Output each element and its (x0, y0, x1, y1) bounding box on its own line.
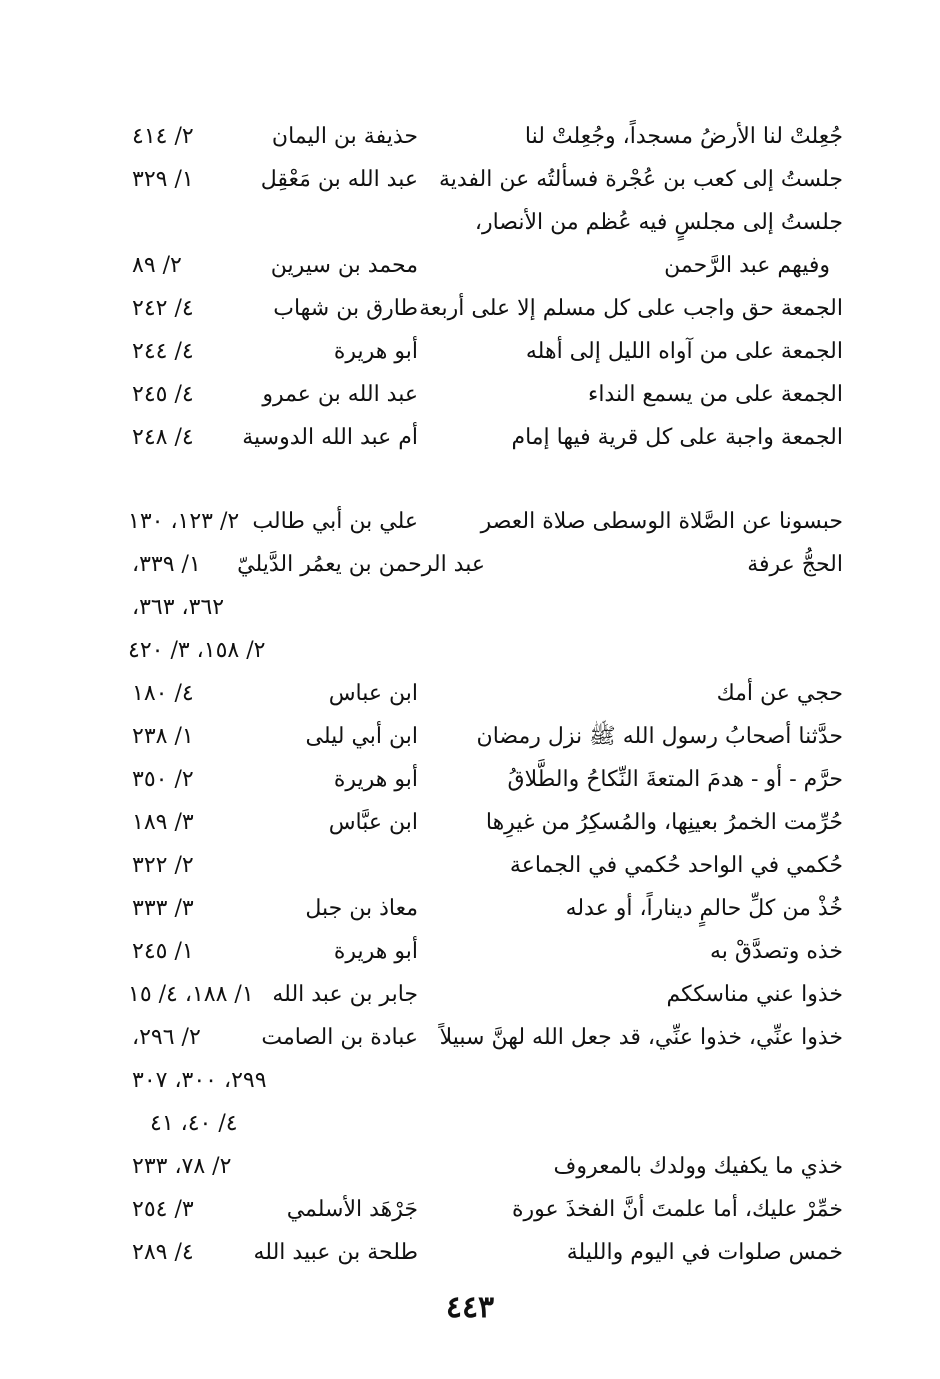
narrator-name: عبادة بن الصامت (261, 1025, 418, 1050)
index-entry (0, 203, 940, 243)
index-entry (0, 545, 940, 585)
volume-page-ref: ٢/ ٤١٤ (132, 124, 194, 149)
hadith-text: خذوا عني مناسككم (666, 982, 843, 1007)
hadith-text: الجمعة على من يسمع النداء (587, 382, 843, 407)
volume-page-ref: ٢/ ١٢٣، ١٣٠ (128, 509, 240, 534)
page-number: ٤٤٣ (445, 1290, 495, 1325)
index-entry (0, 846, 940, 886)
narrator-name: علي بن أبي طالب (252, 509, 418, 534)
hadith-text: الجمعة حق واجب على كل مسلم إلا على أربعة (419, 296, 843, 321)
narrator-name: جَرْهَد الأسلمي (286, 1197, 418, 1222)
narrator-name: ابن عبَّاس (328, 810, 418, 835)
index-entry (0, 289, 940, 329)
volume-page-ref: ٤/ ٤٠، ٤١ (150, 1111, 238, 1136)
hadith-text: خذوا عنِّي، خذوا عنِّي، قد جعل الله لهنَّ سبيلاً (439, 1025, 843, 1050)
hadith-text: حُرِّمت الخمرُ بعينِها، والمُسكِرُ من غيرِها (485, 810, 843, 835)
index-entry (0, 889, 940, 929)
narrator-name: عبد الله بن عمرو (262, 382, 418, 407)
index-entry (0, 975, 940, 1015)
volume-page-ref: ١/ ٣٣٩، (132, 552, 201, 577)
index-entry (0, 1233, 940, 1273)
hadith-text: حرَّم - أو - هدمَ المتعةَ النِّكاحُ والطَّلاقُ (507, 767, 843, 792)
narrator-name: ابن عباس (328, 681, 418, 706)
narrator-name: معاذ بن جبل (305, 896, 418, 921)
volume-page-ref: ٣/ ٢٥٤ (132, 1197, 194, 1222)
index-entry (0, 332, 940, 372)
narrator-name: أبو هريرة (333, 767, 418, 792)
hadith-text: الجمعة على من آواه الليل إلى أهله (525, 339, 843, 364)
volume-page-ref: ٢/ ٨٩ (132, 253, 182, 278)
index-entry (0, 1147, 940, 1187)
volume-page-ref: ٢/ ٧٨، ٢٣٣ (132, 1154, 232, 1179)
narrator-name: طلحة بن عبيد الله (253, 1240, 418, 1265)
hadith-text: جلستُ إلى كعب بن عُجْرة فسألتُه عن الفدية (438, 167, 843, 192)
volume-page-ref: ٢٩٩، ٣٠٠، ٣٠٧ (132, 1068, 267, 1093)
narrator-name: محمد بن سيرين (270, 253, 418, 278)
hadith-text: وفيهم عبد الرَّحمن (664, 253, 830, 278)
index-entry (0, 674, 940, 714)
hadith-text: الحجُّ عرفة (747, 552, 843, 577)
volume-page-ref: ٤/ ٢٤٨ (132, 425, 194, 450)
volume-page-ref: ٢/ ٣٢٢ (132, 853, 194, 878)
volume-page-ref: ٣/ ٣٣٣ (132, 896, 194, 921)
index-entry (0, 502, 940, 542)
index-entry (0, 717, 940, 757)
volume-page-ref: ٤/ ٢٨٩ (132, 1240, 194, 1265)
narrator-name: أم عبد الله الدوسية (242, 425, 418, 450)
volume-page-ref: ٤/ ٢٤٥ (132, 382, 194, 407)
hadith-text: حُكمي في الواحد حُكمي في الجماعة (509, 853, 843, 878)
volume-page-ref: ٣٦٢، ٣٦٣، (132, 595, 225, 620)
index-entry (0, 117, 940, 157)
narrator-name: أبو هريرة (333, 339, 418, 364)
volume-page-ref: ٢/ ٣٥٠ (132, 767, 194, 792)
hadith-text: حدَّثنا أصحابُ رسول الله ﷺ نزل رمضان (476, 724, 843, 749)
index-entry-continuation (0, 631, 940, 671)
narrator-name: حذيفة بن اليمان (271, 124, 418, 149)
narrator-name: أبو هريرة (333, 939, 418, 964)
narrator-name: عبد الرحمن بن يعمُر الدَّيليّ (237, 552, 485, 577)
hadith-text: جُعِلتْ لنا الأرضُ مسجداً، وجُعِلتْ لنا (524, 124, 843, 149)
narrator-name: ابن أبي ليلى (305, 724, 418, 749)
hadith-text: خمس صلوات في اليوم والليلة (566, 1240, 843, 1265)
hadith-text: خذي ما يكفيك وولدك بالمعروف (553, 1154, 843, 1179)
index-entry-continuation (0, 588, 940, 628)
index-entry (0, 375, 940, 415)
index-entry (0, 246, 940, 286)
index-entry (0, 1190, 940, 1230)
narrator-name: جابر بن عبد الله (272, 982, 418, 1007)
hadith-text: حبسونا عن الصَّلاة الوسطى صلاة العصر (480, 509, 843, 534)
hadith-text: خذه وتصدَّقْ به (709, 939, 843, 964)
narrator-name: عبد الله بن مَعْقِل (260, 167, 418, 192)
hadith-text: حجي عن أمك (716, 681, 843, 706)
index-entry (0, 803, 940, 843)
volume-page-ref: ٢/ ٢٩٦، (132, 1025, 201, 1050)
narrator-name: طارق بن شهاب (273, 296, 418, 321)
hadith-text: الجمعة واجبة على كل قرية فيها إمام (511, 425, 843, 450)
hadith-text: خمِّرْ عليك، أما علمتَ أنَّ الفخذَ عورة (511, 1197, 843, 1222)
index-entry (0, 760, 940, 800)
volume-page-ref: ١/ ٢٤٥ (132, 939, 194, 964)
volume-page-ref: ٤/ ١٨٠ (132, 681, 194, 706)
index-entry (0, 418, 940, 458)
index-entry-continuation (0, 1104, 940, 1144)
index-entry (0, 932, 940, 972)
volume-page-ref: ٣/ ١٨٩ (132, 810, 194, 835)
hadith-text: جلستُ إلى مجلسٍ فيه عُظم من الأنصار، (474, 210, 843, 235)
index-entry (0, 160, 940, 200)
volume-page-ref: ٤/ ٢٤٤ (132, 339, 194, 364)
hadith-text: خُذْ من كلِّ حالمٍ ديناراً، أو عدله (565, 896, 843, 921)
volume-page-ref: ٤/ ٢٤٢ (132, 296, 194, 321)
volume-page-ref: ٢/ ١٥٨، ٣/ ٤٢٠ (128, 638, 266, 663)
volume-page-ref: ١/ ٣٢٩ (132, 167, 194, 192)
index-entry (0, 1018, 940, 1058)
volume-page-ref: ١/ ١٨٨، ٤/ ١٥ (128, 982, 254, 1007)
index-entry-continuation (0, 1061, 940, 1101)
volume-page-ref: ١/ ٢٣٨ (132, 724, 194, 749)
